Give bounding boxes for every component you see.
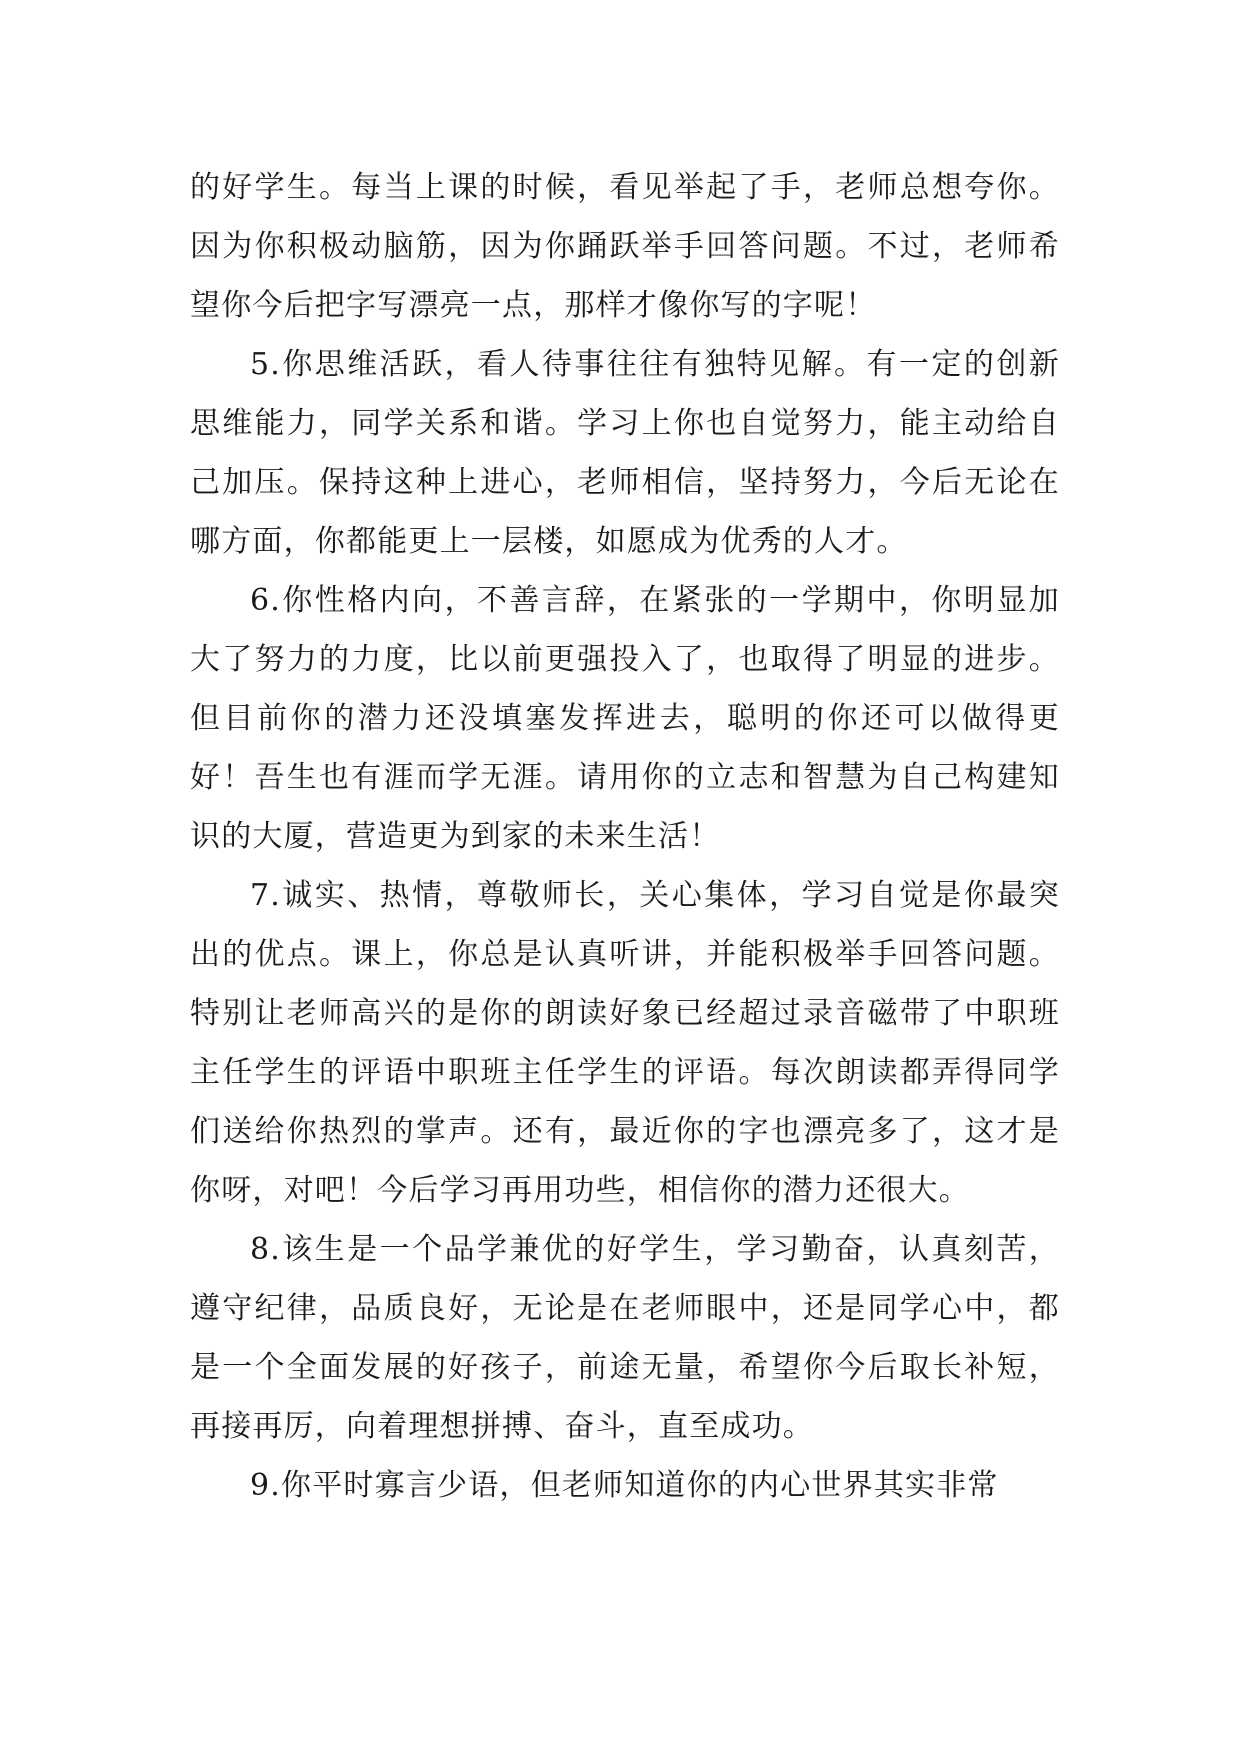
paragraph-item-7: 7.诚实、热情，尊敬师长，关心集体，学习自觉是你最突出的优点。课上，你总是认真听讲，并能积极举手回答问题。特别让老师高兴的是你的朗读好象已经超过录音磁带了中职班主任学生的评语中职班主任学生的评语。每次朗读都弄得同学们送给你热烈的掌声。还有，最近你的字也漂亮多了，这才是你呀，对吧！今后学习再用功些，相信你的潜力还很大。	[190, 878, 1060, 1208]
paragraph-item-6: 6.你性格内向，不善言辞，在紧张的一学期中，你明显加大了努力的力度，比以前更强投入了，也取得了明显的进步。但目前你的潜力还没填塞发挥进去，聪明的你还可以做得更好！吾生也有涯而学无涯。请用你的立志和智慧为自己构建知识的大厦，营造更为到家的未来生活！	[190, 583, 1060, 854]
paragraph-item-8: 8.该生是一个品学兼优的好学生，学习勤奋，认真刻苦，遵守纪律，品质良好，无论是在老师眼中，还是同学心中，都是一个全面发展的好孩子，前途无量，希望你今后取长补短，再接再厉，向着理想拼搏、奋斗，直至成功。	[190, 1232, 1060, 1444]
paragraph-continuation: 的好学生。每当上课的时候，看见举起了手，老师总想夸你。因为你积极动脑筋，因为你踊跃举手回答问题。不过，老师希望你今后把字写漂亮一点，那样才像你写的字呢！	[190, 170, 1060, 323]
paragraph-item-9: 9.你平时寡言少语，但老师知道你的内心世界其实非常	[250, 1468, 999, 1503]
paragraph-item-5: 5.你思维活跃，看人待事往往有独特见解。有一定的创新思维能力，同学关系和谐。学习上你也自觉努力，能主动给自己加压。保持这种上进心，老师相信，坚持努力，今后无论在哪方面，你都能更上一层楼，如愿成为优秀的人才。	[190, 347, 1060, 559]
document-body	[190, 158, 1060, 1515]
